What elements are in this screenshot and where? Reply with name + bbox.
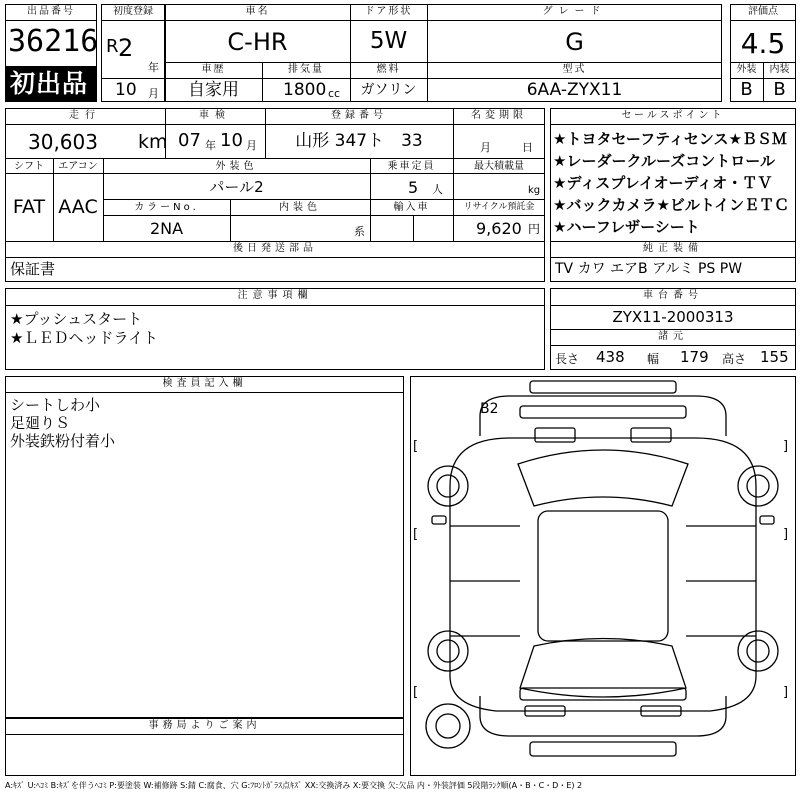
first-listing-text: 初出品 [10, 69, 89, 98]
bracket-left-bottom: [ [413, 685, 419, 700]
sales-line: ★バックカメラ★ビルトインＥＴＣ [553, 196, 790, 214]
interior-label: 内装 [769, 64, 790, 75]
import-label: 輸入車 [393, 202, 430, 213]
width-label: 幅 [647, 352, 660, 366]
interior-grade: B [773, 79, 786, 100]
inspector-lines [10, 396, 115, 450]
fuel-label: 燃料 [376, 64, 401, 75]
month-unit: 月 [148, 87, 159, 100]
bracket-right-bottom: ] [783, 685, 789, 700]
car-name-label: 車名 [245, 6, 270, 17]
note-line: ★プッシュスタート [10, 310, 143, 328]
car-name: C-HR [227, 28, 288, 56]
year-unit: 年 [148, 61, 159, 74]
length: 438 [596, 348, 625, 366]
width: 179 [680, 348, 709, 366]
note-line: ★ＬＥＤヘッドライト [10, 329, 158, 347]
displacement: 1800 [283, 80, 327, 100]
inspection-year-unit: 年 [205, 139, 216, 152]
later-parts: 保証書 [10, 260, 56, 278]
color-label: 外装色 [215, 161, 258, 172]
genuine-equipment: TV カワ エアB アルミ PS PW [555, 261, 743, 277]
inspector-line: 足廻りＳ [10, 414, 71, 432]
registration-year: 2 [118, 34, 134, 62]
mileage: 30,603 [28, 130, 98, 154]
sales-label: セールスポイント [621, 110, 725, 121]
inspection-month: 10 [220, 130, 243, 151]
exterior-grade: B [740, 79, 753, 100]
height-label: 高さ [722, 352, 747, 366]
sales-lines [553, 128, 795, 238]
office-label: 事務局よりご案内 [148, 720, 261, 731]
sales-line: ★レーダークルーズコントロール [553, 152, 775, 170]
interior-color-label: 内装色 [279, 202, 321, 213]
dims-label: 諸元 [658, 331, 688, 342]
capacity: 5 [408, 178, 419, 197]
recycle-label: リサイクル預託金 [463, 202, 535, 212]
sales-line: ★ディスプレイオーディオ・ＴＶ [553, 174, 773, 192]
exterior-label: 外装 [736, 64, 757, 75]
bracket-right-mid: ] [783, 527, 789, 542]
sales-line: ★トヨタセーフティセンス★ＢＳＭ [553, 130, 787, 148]
load-unit: kg [528, 185, 541, 196]
legend: A:ｷｽﾞ U:ﾍｺﾐ B:ｷｽﾞを伴うﾍｺﾐ P:要塗装 W:補修跡 S:錆 C:腐食、穴 G:ﾌﾛﾝﾄｶﾞﾗｽ点ｷｽﾞ XX:交換済み X:要交換 欠:欠品 内・外装評価 5段階ﾗﾝｸ順(A・B・C・D・E) 2 [5, 781, 583, 790]
load-label: 最大積載量 [474, 161, 524, 172]
name-change-month: 月 [480, 141, 491, 154]
bracket-right-top: ] [783, 439, 789, 454]
shift-label: シフト [14, 161, 44, 172]
genuine-label: 純正装備 [643, 243, 703, 254]
inspector-line: 外装鉄粉付着小 [10, 432, 116, 450]
bracket-left-top: [ [413, 439, 419, 454]
displacement-unit: cc [328, 87, 341, 100]
score-label: 評価点 [748, 6, 778, 17]
color: パール2 [209, 178, 264, 196]
door-label: ドア形状 [364, 6, 413, 17]
capacity-unit: 人 [432, 183, 443, 196]
shift: FAT [12, 196, 46, 218]
grade-label: グレード [542, 6, 607, 17]
car-outline-icon [410, 376, 796, 776]
diagram-mark: B2 [480, 401, 499, 417]
ac-label: エアコン [58, 161, 98, 172]
model-label: 型式 [562, 64, 587, 75]
inspection-year: 07 [178, 130, 201, 151]
chassis-label: 車台番号 [643, 290, 703, 301]
mileage-unit: km [138, 131, 168, 153]
chassis-number: ZYX11-2000313 [612, 308, 734, 326]
length-label: 長さ [555, 352, 580, 366]
inspection-month-unit: 月 [246, 139, 257, 152]
name-change-label: 名変期限 [471, 110, 527, 121]
notes-lines [10, 310, 158, 348]
era-letter: R [106, 36, 119, 57]
ac: AAC [58, 196, 98, 218]
later-parts-label: 後日発送部品 [233, 243, 317, 254]
inspection-label: 車検 [199, 110, 231, 121]
history: 自家用 [188, 80, 239, 100]
height: 155 [760, 348, 789, 366]
recycle-amount: 9,620 [476, 219, 522, 238]
color-number: 2NA [149, 219, 184, 238]
name-change-day: 日 [522, 141, 533, 154]
mileage-label: 走行 [69, 110, 101, 121]
regno-label: 登録番号 [331, 110, 387, 121]
bracket-left-mid: [ [413, 527, 419, 542]
registration-month: 10 [115, 80, 137, 100]
color-number-label: カラーNo. [134, 202, 199, 213]
score: 4.5 [740, 27, 786, 60]
lot-label: 出品番号 [27, 6, 75, 17]
door-type: 5W [369, 28, 408, 54]
capacity-label: 乗車定員 [387, 161, 436, 172]
sales-line: ★ハーフレザーシート [553, 218, 700, 236]
history-label: 車歴 [201, 64, 226, 75]
fuel: ガソリン [360, 82, 417, 98]
lot-number: 36216 [8, 24, 99, 59]
regno: 山形 347ト 33 [295, 131, 423, 151]
inspector-label: 検査員記入欄 [162, 378, 247, 389]
notes-label: 注意事項欄 [237, 290, 313, 301]
recycle-unit: 円 [528, 222, 541, 236]
registration-label: 初度登録 [113, 6, 153, 17]
displacement-label: 排気量 [288, 64, 324, 75]
grade: G [565, 28, 584, 56]
model: 6AA-ZYX11 [526, 80, 623, 100]
inspector-line: シートしわ小 [10, 396, 101, 414]
interior-color-unit: 系 [354, 225, 365, 238]
